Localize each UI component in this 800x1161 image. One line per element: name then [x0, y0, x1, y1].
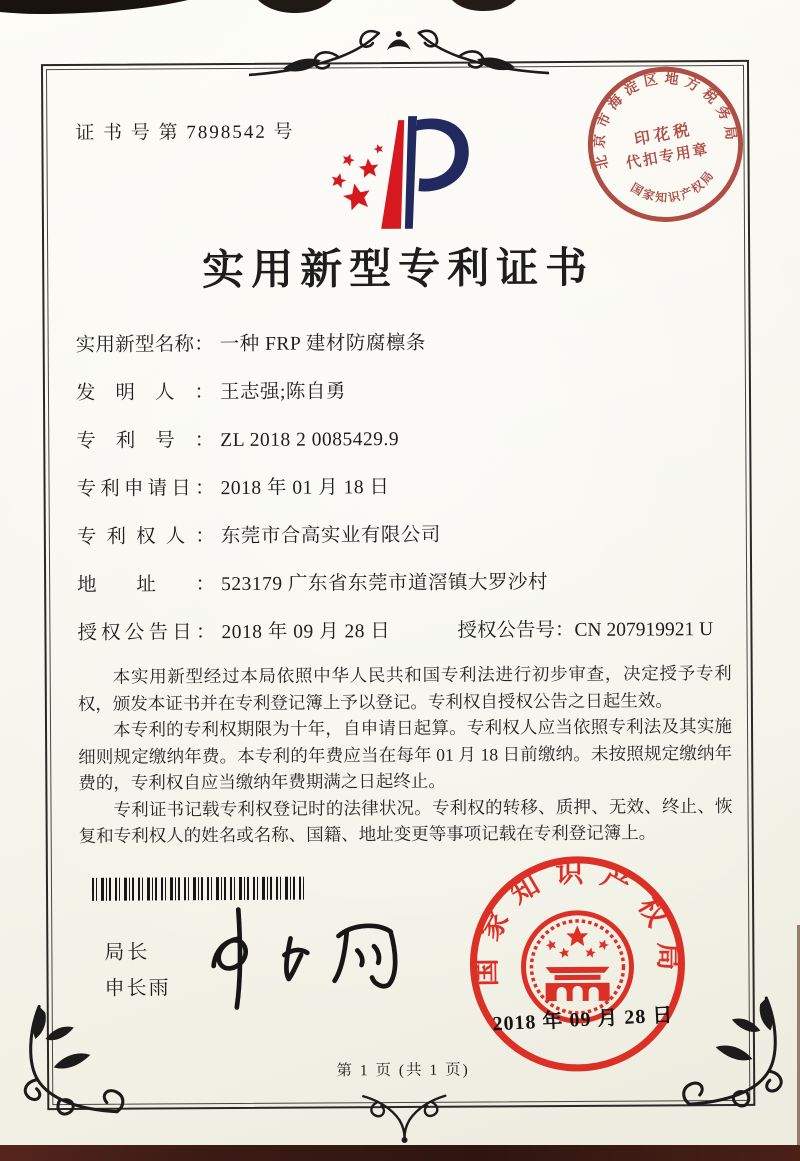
seal-arc-text: 国家知识产权局 — [471, 857, 684, 987]
certificate-number: 证 书 号 第 7898542 号 — [75, 121, 295, 144]
commissioner-name: 申长雨 — [104, 977, 171, 1000]
field-row-inventor — [76, 366, 726, 418]
field-value: 2018 年 01 月 18 日 — [220, 477, 390, 500]
photo-background-band — [0, 1145, 800, 1161]
paragraph: 本实用新型经过本局依照中华人民共和国专利法进行初步审查，决定授予专利权，颁发本证书并在专利登记簿上予以登记。专利权自授权公告之日起生效。 — [77, 662, 732, 714]
field-row-grant-date — [77, 606, 727, 658]
top-center-ornament — [249, 25, 549, 79]
tax-seal-arc-bottom: 国家知识产权局 — [628, 167, 718, 205]
field-label: 专利号： — [76, 430, 215, 452]
field-value: ZL 2018 2 0085429.9 — [220, 429, 400, 452]
patent-office-logo-icon — [319, 110, 478, 235]
grant-number-value: CN 207919921 U — [574, 619, 714, 641]
stamp-tax-seal — [568, 47, 763, 242]
page-footer: 第 1 页 (共 1 页) — [336, 1061, 470, 1080]
field-row-name — [76, 318, 726, 370]
field-value: 523179 广东省东莞市道滘镇大罗沙村 — [221, 572, 549, 596]
certificate-title: 实用新型专利证书 — [202, 245, 595, 295]
field-value: 王志强;陈自勇 — [219, 381, 346, 404]
field-row-patent-no — [76, 414, 726, 466]
grant-number — [457, 606, 713, 656]
field-row-filing-date — [76, 462, 726, 514]
field-value: 2018 年 09 月 28 日 — [221, 621, 391, 644]
field-row-patentee — [77, 510, 727, 562]
paragraph: 本专利的专利权期限为十年，自申请日起算。专利权人应当依照专利法及其实施细则规定缴纳年费。本专利的年费应当在每年 01 月 18 日前缴纳。未按照规定缴纳年费的，专利权自应当缴纳年费期满之日起终止。 — [78, 715, 733, 793]
field-label: 授权公告日： — [77, 622, 216, 644]
cnipa-official-seal — [462, 848, 693, 1079]
bottom-center-ornament — [359, 1090, 449, 1145]
commissioner-title: 局长 — [104, 941, 151, 964]
field-value: 一种 FRP 建材防腐檩条 — [219, 332, 426, 356]
field-list — [76, 318, 728, 658]
legal-text — [78, 660, 733, 849]
corner-flourish-bottom-left — [19, 994, 132, 1117]
field-label: 实用新型名称： — [75, 334, 214, 356]
tax-seal-line2: 代扣专用章 — [625, 141, 711, 173]
field-label: 发明人： — [75, 382, 215, 404]
grant-number-label: 授权公告号： — [457, 619, 575, 642]
field-label: 地址： — [77, 574, 216, 596]
field-row-address — [77, 558, 727, 610]
paragraph: 专利证书记载专利权登记时的法律状况。专利权的转移、质押、无效、终止、恢复和专利权人的姓名或名称、国籍、地址变更等事项记载在专利登记簿上。 — [78, 795, 733, 846]
field-label: 专利权人： — [76, 526, 215, 548]
field-value: 东莞市合高实业有限公司 — [220, 524, 441, 548]
seal-date: 2018 年 09 月 28 日 — [491, 1004, 674, 1036]
tax-seal-arc-top: 北京市海淀区地方税务局 — [591, 70, 740, 171]
barcode — [92, 877, 304, 901]
field-label: 专利申请日： — [76, 478, 215, 500]
tax-seal-line1: 印花税 — [633, 121, 695, 149]
commissioner-signature — [184, 900, 435, 1017]
